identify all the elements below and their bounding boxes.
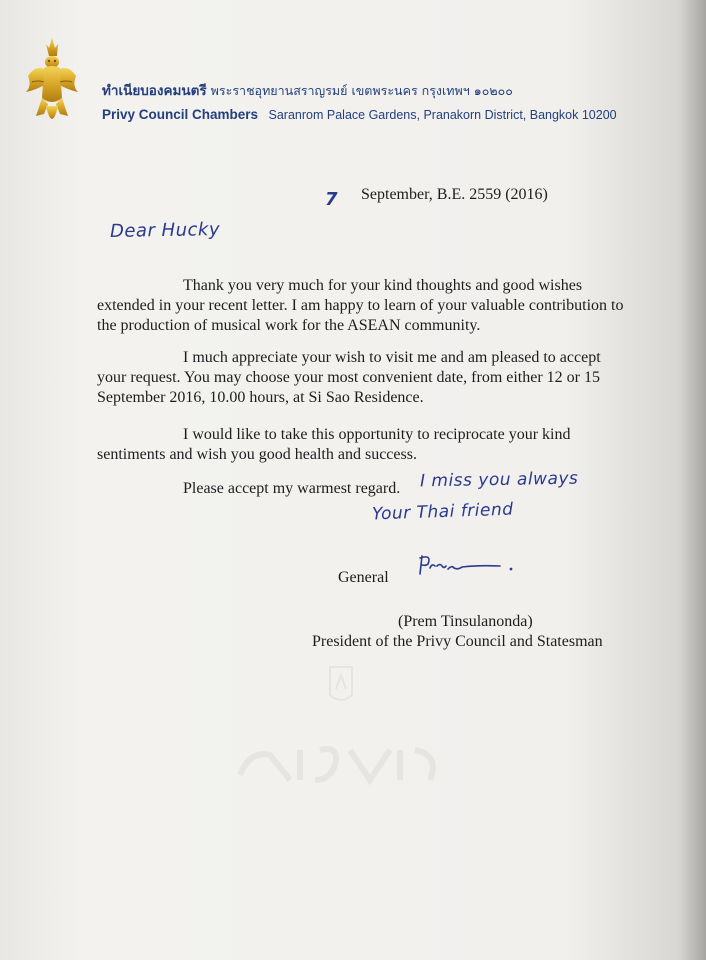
watermark-crest: [230, 655, 450, 795]
signatory-rank: General: [338, 569, 389, 586]
letterhead-english-name: Privy Council Chambers: [102, 107, 259, 122]
letterhead-thai-line: [102, 79, 513, 101]
handwritten-note-2: Your Thai friend: [371, 499, 514, 525]
garuda-emblem-icon: [22, 36, 82, 134]
letter-date: September, B.E. 2559 (2016): [361, 186, 548, 203]
signatory-title: President of the Privy Council and Statesman: [312, 633, 603, 650]
signature-scribble: [418, 552, 518, 580]
letterhead-thai-name: ทำเนียบองคมนตรี: [102, 83, 207, 99]
handwritten-note-1: I miss you always: [419, 468, 579, 492]
signatory-name: (Prem Tinsulanonda): [398, 613, 533, 630]
salutation: Dear Hucky: [109, 219, 221, 242]
letterhead-english-line: [102, 106, 617, 124]
body-paragraph-3: I would like to take this opportunity to reciprocate your kind sentiments and wish you good health and success.: [97, 426, 571, 463]
body-paragraph-1: Thank you very much for your kind thoughts and good wishes extended in your recent letter. I am happy to learn of your valuable contribution to the production of musical work for the ASEAN community.: [97, 277, 624, 334]
letterhead-english-address: Saranrom Palace Gardens, Pranakorn District, Bangkok 10200: [268, 108, 617, 122]
closing-line: Please accept my warmest regard.: [183, 480, 401, 497]
date-day-handwritten: 7: [325, 189, 338, 210]
body-paragraph-2: I much appreciate your wish to visit me and am pleased to accept your request. You may choose your most convenient date, from either 12 or 15 September 2016, 10.00 hours, at Si Sao Residence.: [97, 349, 601, 406]
letterhead-thai-address: พระราชอุทยานสราญรมย์ เขตพระนคร กรุงเทพฯ ๑๐๒๐๐: [210, 83, 513, 98]
